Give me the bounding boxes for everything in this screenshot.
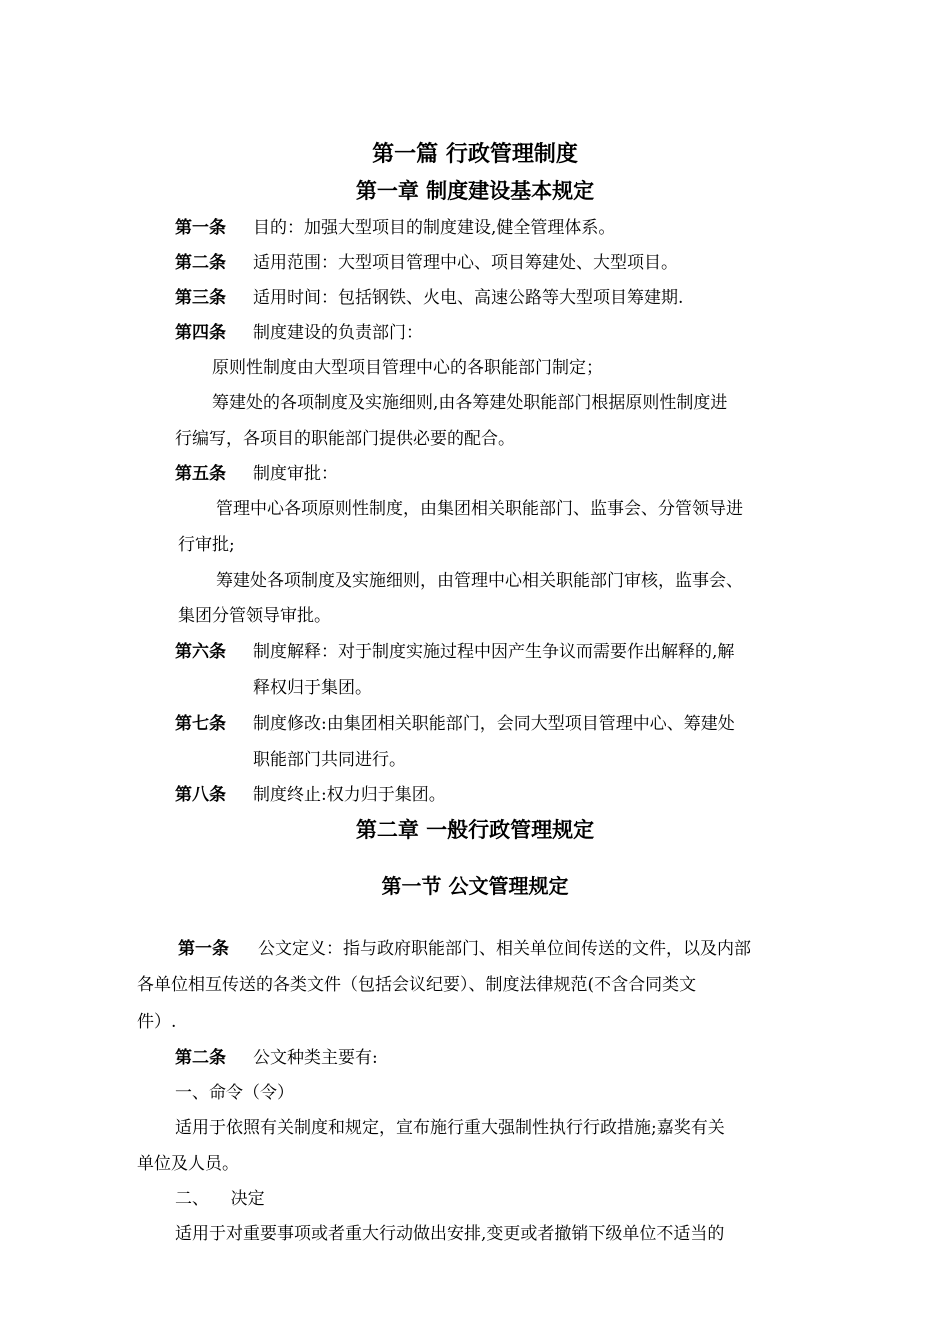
article-5-para-1b: 行审批; [178, 535, 235, 555]
article-label: 第一条 [178, 939, 229, 959]
c2-article-1-cont-2: 件）. [137, 1012, 177, 1032]
article-7 [175, 712, 735, 736]
article-text: 适用时间：包括钢铁、火电、高速公路等大型项目筹建期. [253, 288, 684, 308]
item-1-text-2: 单位及人员。 [137, 1154, 239, 1174]
article-8 [175, 783, 446, 807]
article-text: 公文种类主要有: [253, 1048, 378, 1068]
article-text: 制度解释：对于制度实施过程中因产生争议而需要作出解释的,解 [253, 642, 735, 662]
article-label: 第一条 [175, 218, 226, 238]
article-6 [175, 640, 734, 664]
item-2-title: 二、 决定 [175, 1189, 265, 1209]
article-4-para-2b: 行编写，各项目的职能部门提供必要的配合。 [175, 429, 515, 449]
section-1-heading: 第一节 公文管理规定 [381, 874, 569, 898]
article-5-para-1a: 管理中心各项原则性制度，由集团相关职能部门、监事会、分管领导进 [216, 499, 743, 519]
article-label: 第三条 [175, 288, 226, 308]
article-label: 第五条 [175, 464, 226, 484]
item-2-text-1: 适用于对重要事项或者重大行动做出安排,变更或者撤销下级单位不适当的 [175, 1224, 725, 1244]
article-label: 第七条 [175, 714, 226, 734]
article-5-para-2b: 集团分管领导审批。 [178, 606, 331, 626]
article-5 [175, 462, 338, 486]
article-text: 制度终止:权力归于集团。 [253, 785, 446, 805]
article-6-cont: 释权归于集团。 [253, 678, 372, 698]
article-text: 制度修改:由集团相关职能部门，会同大型项目管理中心、筹建处 [253, 714, 735, 734]
item-1-text-1: 适用于依照有关制度和规定，宣布施行重大强制性执行行政措施;嘉奖有关 [175, 1118, 725, 1138]
article-2 [175, 251, 678, 275]
article-3 [175, 286, 683, 310]
item-1-title: 一、命令（令） [175, 1083, 294, 1103]
chapter-2-heading: 第二章 一般行政管理规定 [355, 817, 595, 842]
article-1 [175, 216, 615, 240]
part-title: 第一篇 行政管理制度 [372, 141, 578, 167]
article-text: 制度审批： [253, 464, 338, 484]
c2-article-1-cont-1: 各单位相互传送的各类文件（包括会议纪要）、制度法律规范(不含合同类文 [137, 975, 697, 995]
article-text: 公文定义：指与政府职能部门、相关单位间传送的文件，以及内部 [258, 939, 751, 959]
article-label: 第四条 [175, 323, 226, 343]
article-label: 第八条 [175, 785, 226, 805]
article-4 [175, 321, 423, 345]
article-label: 第六条 [175, 642, 226, 662]
article-label: 第二条 [175, 1048, 226, 1068]
c2-article-1 [178, 937, 751, 961]
article-text: 目的：加强大型项目的制度建设,健全管理体系。 [253, 218, 616, 238]
c2-article-2 [175, 1046, 378, 1070]
article-7-cont: 职能部门共同进行。 [253, 750, 406, 770]
chapter-1-heading: 第一章 制度建设基本规定 [355, 178, 595, 203]
article-label: 第二条 [175, 253, 226, 273]
article-5-para-2a: 筹建处各项制度及实施细则，由管理中心相关职能部门审核，监事会、 [216, 571, 743, 591]
article-4-para-1: 原则性制度由大型项目管理中心的各职能部门制定； [212, 358, 603, 378]
article-text: 制度建设的负责部门： [253, 323, 423, 343]
article-4-para-2a: 筹建处的各项制度及实施细则,由各筹建处职能部门根据原则性制度进 [212, 393, 728, 413]
article-text: 适用范围：大型项目管理中心、项目筹建处、大型项目。 [253, 253, 678, 273]
